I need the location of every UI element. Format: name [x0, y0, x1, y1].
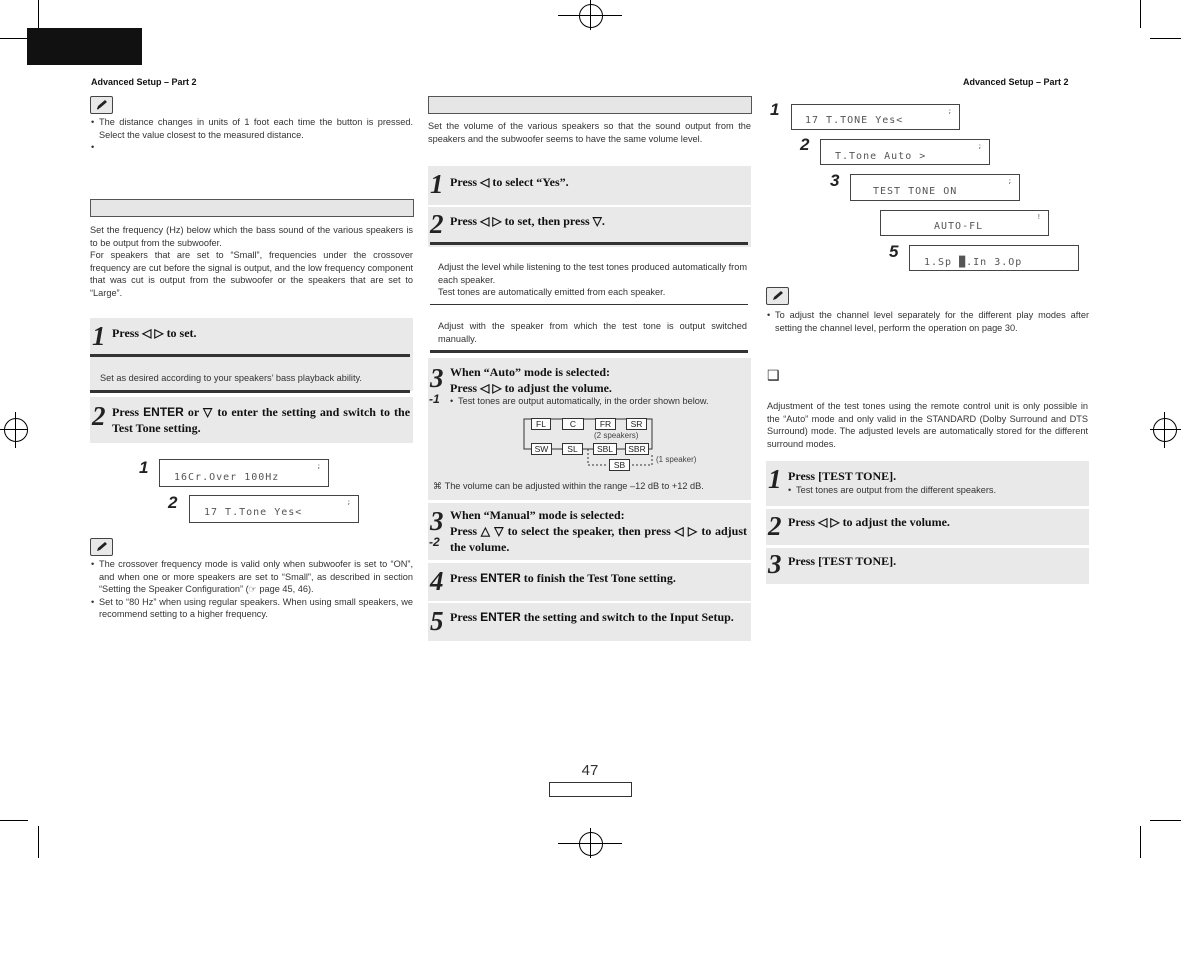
crop-mark [0, 820, 28, 821]
crossover-step1-text: Press ◁ ▷ to set. [112, 326, 197, 340]
lcd-step-label: 2 [168, 493, 178, 512]
tt-step1-text: Press ◁ to select “Yes”. [450, 175, 569, 189]
lcd-text: 1.Sp █.In 3.Op [924, 257, 1023, 268]
speaker-box-c: C [562, 418, 584, 430]
lcd-step-label: 3 [830, 171, 840, 190]
step-number: 1 [92, 321, 106, 351]
remote-step1-bullet [788, 484, 996, 497]
step-number: 2 [430, 209, 444, 239]
tt-step4-text [450, 570, 676, 586]
lcd-step-label: 5 [889, 242, 899, 261]
speaker-box-fl: FL [531, 418, 551, 430]
tt-step3b-line2: Press △ ▽ to select the speaker, then press ◁ ▷ to adjust the volume. [450, 524, 747, 554]
desc-line: Test tones are automatically emitted from each speaker. [438, 287, 666, 298]
step-number: 4 [430, 566, 444, 596]
step-suffix: -2 [429, 535, 440, 549]
lcd-step-label: 1 [770, 100, 780, 119]
remote-step2-text: Press ◁ ▷ to adjust the volume. [788, 515, 950, 529]
note2-list [91, 558, 413, 621]
auto-mode-desc [438, 261, 747, 299]
crop-mark [0, 38, 28, 39]
lcd-text: T.Tone Auto > [835, 151, 927, 162]
enter-key-label: ENTER [480, 610, 521, 624]
lcd-display [909, 245, 1079, 271]
two-speakers-label: (2 speakers) [594, 431, 639, 440]
note1-bullet [91, 141, 413, 153]
page-number: 47 [581, 762, 599, 779]
header-left-title: Advanced Setup – Part 2 [91, 77, 197, 87]
test-tone-intro: Set the volume of the various speakers so that the sound output from the speakers and the subwoofer seems to have the same volume level. [428, 121, 751, 144]
step-text-part: to finish the Test Tone setting. [523, 571, 676, 585]
enter-key-label: ENTER [480, 571, 521, 585]
step-number: 1 [768, 464, 782, 494]
tt-step5-text [450, 609, 734, 625]
rule [90, 354, 410, 357]
note1-bullet: • The distance changes in units of 1 foot each time the button is pressed. Select the value closest to the measured distance. [91, 116, 413, 141]
rule [430, 242, 748, 245]
test-tone-section-bar [428, 96, 752, 114]
crossover-section-bar [90, 199, 414, 217]
bullet-text: • Test tones are output automatically, in the order shown below. [450, 395, 709, 408]
lcd-text: 16Cr.Over 100Hz [174, 472, 280, 483]
header-right-title: Advanced Setup – Part 2 [963, 77, 1069, 87]
enter-key-label: ENTER [143, 405, 184, 419]
note-mark-icon: ⌘ [433, 481, 445, 491]
note2-bullet: • Set to “80 Hz” when using regular speakers. When using small speakers, we recommend setting to a higher frequency. [91, 596, 413, 621]
step-number: 3 [430, 363, 444, 393]
crop-mark [1150, 38, 1181, 39]
tt-step3a-line2: Press ◁ ▷ to adjust the volume. [450, 381, 612, 395]
lcd-step-label: 1 [139, 458, 149, 477]
lcd-display: ; 16Cr.Over 100Hz [159, 459, 329, 487]
lcd-text: 17 T.TONE Yes< [805, 115, 904, 126]
step-text-part: Press [450, 610, 478, 624]
lcd-text: TEST TONE ON [873, 186, 958, 197]
speaker-box-fr: FR [595, 418, 616, 430]
step-number: 2 [768, 511, 782, 541]
speaker-box-sl: SL [562, 443, 583, 455]
pencil-note-icon [766, 287, 789, 305]
pencil-note-icon [90, 96, 113, 114]
lcd-display: ; 17 T.TONE Yes< [791, 104, 960, 130]
tt-step2-text: Press ◁ ▷ to set, then press ▽. [450, 214, 605, 228]
lcd-display: ! AUTO-FL [880, 210, 1049, 236]
lcd-text: 17 T.Tone Yes< [204, 507, 303, 518]
tt-step3b-line1: When “Manual” mode is selected: [450, 508, 625, 522]
right-note-bullet: • To adjust the channel level separately for the different play modes after setting the channel level, perform the operation on page 30. [767, 309, 1089, 334]
step-text-part: Press [450, 571, 478, 585]
manual-mode-desc: Adjust with the speaker from which the test tone is output switched manually. [438, 321, 747, 344]
step-number: 2 [92, 401, 106, 431]
crossover-intro-line: For speakers that are set to “Small”, frequencies under the crossover frequency are cut before the signal is output, and the low frequency component that was cut is output from the subwoofer or the speakers that are set to “Large”. [90, 250, 413, 298]
crop-mark [1150, 820, 1181, 821]
right-note [767, 309, 1089, 334]
remote-step1-text: Press [TEST TONE]. [788, 469, 897, 483]
range-note-text: The volume can be adjusted within the range –12 dB to +12 dB. [444, 481, 704, 491]
step-number: 3 [768, 549, 782, 579]
lcd-text: AUTO-FL [934, 221, 984, 232]
lcd-step-label: 2 [800, 135, 810, 154]
crop-mark [38, 0, 39, 28]
step-text-part: the setting and switch to the Input Setup. [523, 610, 734, 624]
step-number: 5 [430, 606, 444, 636]
rule [430, 304, 748, 305]
remote-intro: Adjustment of the test tones using the remote control unit is only possible in the “Auto” mode and only valid in the STANDARD (Dolby Surround and DTS Surround) mode. The adjusted levels are automatically stored for the different surround modes. [767, 401, 1088, 449]
speaker-box-sb: SB [609, 459, 630, 471]
crop-mark [38, 826, 39, 858]
step-number: 3 [430, 506, 444, 536]
rule [90, 390, 410, 393]
speaker-box-sbr: SBR [625, 443, 649, 455]
lcd-display: ; TEST TONE ON [850, 174, 1020, 201]
speaker-box-sr: SR [626, 418, 647, 430]
step-suffix: -1 [429, 392, 440, 406]
range-note [433, 480, 704, 493]
step-text-part: or ▽ to enter the setting and switch to the Test Tone setting. [112, 405, 411, 435]
crop-mark [1140, 0, 1141, 28]
bullet-text: • Test tones are output from the different speakers. [788, 484, 996, 497]
language-tab [27, 28, 142, 65]
speaker-box-sw: SW [531, 443, 552, 455]
lcd-display: ; T.Tone Auto > [820, 139, 990, 165]
tt-step3a-line1: When “Auto” mode is selected: [450, 365, 610, 379]
desc-line: Adjust the level while listening to the test tones produced automatically from each speaker. [438, 262, 747, 285]
crossover-intro-line: Set the frequency (Hz) below which the bass sound of the various speakers is to be output from the subwoofer. [90, 225, 413, 248]
tt-step3a-bullet [450, 395, 709, 408]
checkbox-icon: ❑ [767, 367, 780, 383]
remote-step3-text: Press [TEST TONE]. [788, 554, 897, 568]
step-number: 1 [430, 169, 444, 199]
pencil-note-icon [90, 538, 113, 556]
lcd-display: ; 17 T.Tone Yes< [189, 495, 359, 523]
crop-mark [1140, 826, 1141, 858]
one-speaker-label: (1 speaker) [656, 455, 697, 464]
crossover-step2-text [112, 404, 410, 436]
speaker-box-sbl: SBL [593, 443, 617, 455]
step-text-part: Press [112, 405, 140, 419]
page-number-frame [549, 782, 632, 797]
crossover-intro [90, 224, 413, 300]
note1-list [91, 116, 413, 153]
note2-bullet: • The crossover frequency mode is valid only when subwoofer is set to “ON”, and when one or more speakers are set to “Small”, as described in section “Setting the Speaker Configuration” (☞ page 45, 46). [91, 558, 413, 596]
rule [430, 350, 748, 353]
crossover-step1-sub: Set as desired according to your speakers’ bass playback ability. [100, 373, 362, 383]
